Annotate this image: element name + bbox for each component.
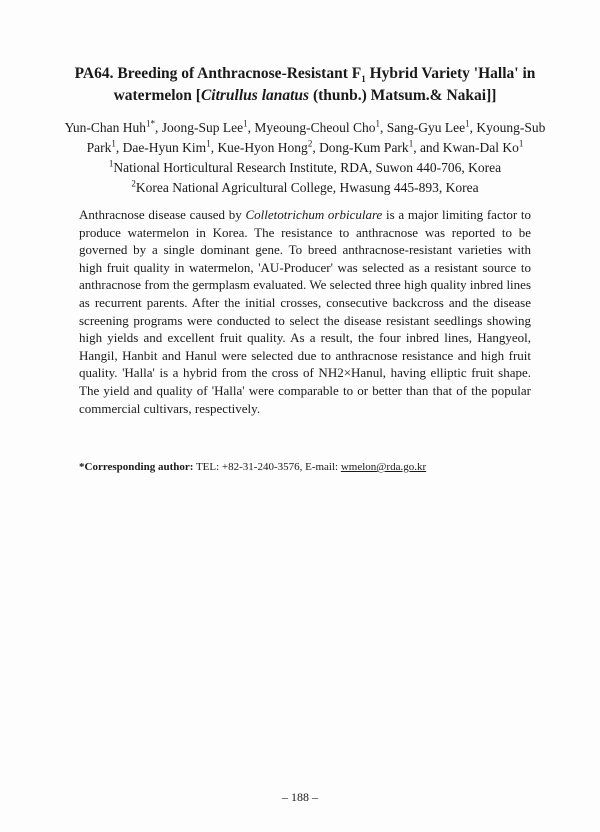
title-part: Hybrid Variety 'Halla' in watermelon [ — [113, 65, 536, 104]
author-sup: 1 — [518, 138, 524, 149]
author-sup: 1 — [465, 118, 470, 129]
title-subscript: 1 — [361, 74, 366, 85]
author-sup: 1 — [408, 138, 414, 149]
author-sup: 1* — [146, 118, 155, 129]
author-list — [65, 120, 546, 155]
author-name: , Sang-Gyu Lee — [380, 120, 466, 135]
affiliation-2 — [60, 178, 550, 198]
corresponding-author — [79, 461, 426, 473]
author-name: Yun-Chan Huh — [64, 120, 146, 135]
species-name: Citrullus lanatus — [200, 87, 310, 104]
title-part: (thunb.) Matsum.& Nakai]] — [309, 87, 497, 104]
corresponding-label: *Corresponding author: — [79, 461, 194, 473]
author-name: , Dong-Kum Park — [312, 140, 409, 155]
author-sup: 2 — [307, 138, 313, 149]
author-sup: 1 — [243, 118, 248, 129]
author-name: , Myeoung-Cheoul Cho — [247, 120, 376, 135]
page-number: – 188 – — [282, 790, 318, 804]
abstract-text: Anthracnose disease caused by — [79, 207, 246, 222]
contact-info: TEL: +82-31-240-3576, E-mail: — [193, 461, 341, 473]
author-name: , Joong-Sup Lee — [155, 120, 244, 135]
affiliation-1 — [60, 158, 550, 178]
pathogen-name: Colletotrichum orbiculare — [245, 207, 383, 222]
author-name: , Kue-Hyon Hong — [210, 140, 308, 155]
author-sup: 1 — [375, 118, 380, 129]
author-name: , Kyoung-Sub Park — [86, 120, 546, 155]
affiliation-sup: 1 — [108, 158, 114, 169]
paper-title — [70, 63, 540, 107]
author-sup: 1 — [206, 138, 211, 149]
abstract-body — [79, 206, 531, 417]
author-name: , Dae-Hyun Kim — [115, 140, 207, 155]
title-part: Breeding of Anthracnose-Resistant F — [117, 65, 362, 82]
author-block — [60, 118, 550, 198]
abstract-code: PA64. — [74, 65, 114, 82]
email-link[interactable]: wmelon@rda.go.kr — [340, 461, 427, 473]
author-sup: 1 — [111, 138, 116, 149]
affiliation-text: National Horticultural Research Institute, RDA, Suwon 440-706, Korea — [113, 160, 502, 175]
affiliation-sup: 2 — [131, 178, 136, 189]
author-name: , and Kwan-Dal Ko — [413, 140, 519, 155]
abstract-text: is a major limiting factor to produce watermelon in Korea. The resistance to anthracnose was reported to be governed by a single dominant gene. To breed anthracnose-resistant varieties with high fruit quality in watermelon, 'AU-Producer' was selected as a resistant source to anthracnose from the germplasm evaluated. We selected three high quality inbred lines as recurrent parents. After the initial crosses, consecutive backcross and the disease screening programs were conducted to select the disease resistant seedlings showing high yields and excellent fruit quality. As a result, the four inbred lines, Hangyeol, Hangil, Hanbit and Hanul were selected due to anthracnose resistance and high fruit quality. 'Halla' is a hybrid from the cross of NH2×Hanul, having elliptic fruit shape. The yield and quality of 'Halla' were comparable to or better than that of the popular commercial cultivars, respectively. — [79, 207, 531, 416]
affiliation-text: Korea National Agricultural College, Hwasung 445-893, Korea — [135, 180, 479, 195]
